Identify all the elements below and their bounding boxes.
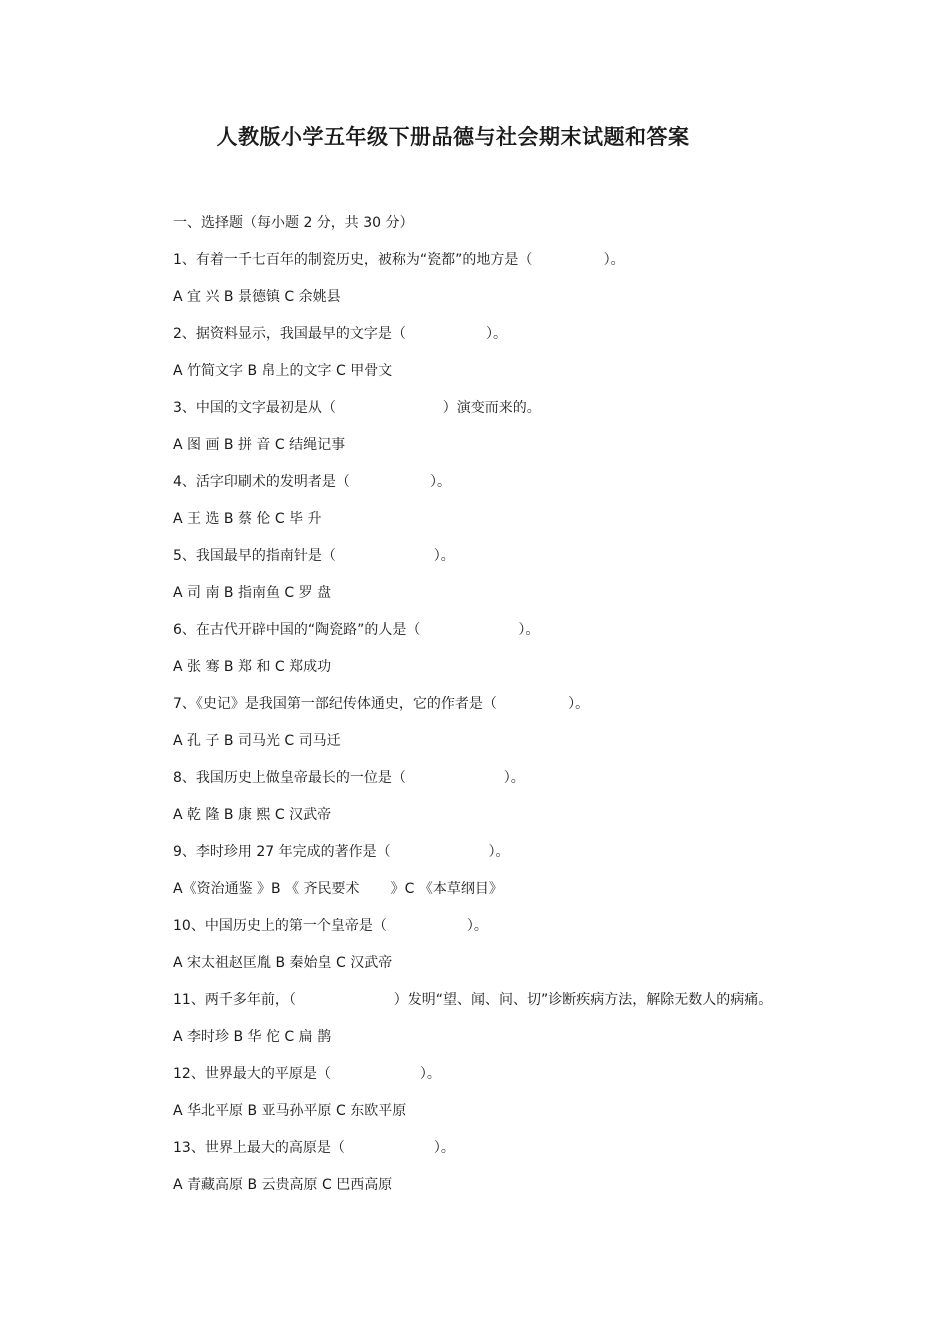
question-options: A 孔 子 B 司马光 C 司马迁 — [173, 733, 341, 749]
question-stem: 7、《史记》是我国第一部纪传体通史，它的作者是（ ）。 — [173, 696, 590, 712]
question-options: A 图 画 B 拼 音 C 结绳记事 — [173, 437, 346, 453]
question-stem: 3、中国的文字最初是从（ ）演变而来的。 — [173, 400, 541, 416]
question-stem: 5、我国最早的指南针是（ ）。 — [173, 548, 455, 564]
question-options: A 乾 隆 B 康 熙 C 汉武帝 — [173, 807, 332, 823]
question-stem: 2、据资料显示，我国最早的文字是（ ）。 — [173, 326, 508, 342]
question-options: A 华北平原 B 亚马孙平原 C 东欧平原 — [173, 1103, 407, 1119]
question-options: A 张 骞 B 郑 和 C 郑成功 — [173, 659, 332, 675]
question-options: A 宋太祖赵匡胤 B 秦始皇 C 汉武帝 — [173, 955, 393, 971]
question-options: A 李时珍 B 华 佗 C 扁 鹊 — [173, 1029, 332, 1045]
question-options: A 王 选 B 蔡 伦 C 毕 升 — [173, 511, 322, 527]
question-stem: 12、世界最大的平原是（ ）。 — [173, 1066, 441, 1082]
question-stem: 13、世界上最大的高原是（ ）。 — [173, 1140, 455, 1156]
question-stem: 4、活字印刷术的发明者是（ ）。 — [173, 474, 452, 490]
question-stem: 1、有着一千七百年的制瓷历史，被称为“瓷都”的地方是（ ）。 — [173, 252, 625, 268]
question-options: A 竹简文字 B 帛上的文字 C 甲骨文 — [173, 363, 393, 379]
question-stem: 11、两千多年前，（ ）发明“望、闻、问、切”诊断疾病方法，解除无数人的病痛。 — [173, 992, 773, 1008]
question-options: A《资治通鉴 》B 《 齐民要术 》C 《本草纲目》 — [173, 881, 503, 897]
question-stem: 8、我国历史上做皇帝最长的一位是（ ）。 — [173, 770, 525, 786]
question-stem: 10、中国历史上的第一个皇帝是（ ）。 — [173, 918, 488, 934]
section-heading: 一、选择题（每小题 2 分，共 30 分） — [173, 215, 414, 231]
document-title: 人教版小学五年级下册品德与社会期末试题和答案 — [216, 125, 690, 149]
question-options: A 司 南 B 指南鱼 C 罗 盘 — [173, 585, 332, 601]
question-stem: 9、李时珍用 27 年完成的著作是（ ）。 — [173, 844, 510, 860]
question-options: A 宜 兴 B 景德镇 C 余姚县 — [173, 289, 341, 305]
question-options: A 青藏高原 B 云贵高原 C 巴西高原 — [173, 1177, 393, 1193]
question-list — [173, 210, 933, 1209]
question-stem: 6、在古代开辟中国的“陶瓷路”的人是（ ）。 — [173, 622, 540, 638]
